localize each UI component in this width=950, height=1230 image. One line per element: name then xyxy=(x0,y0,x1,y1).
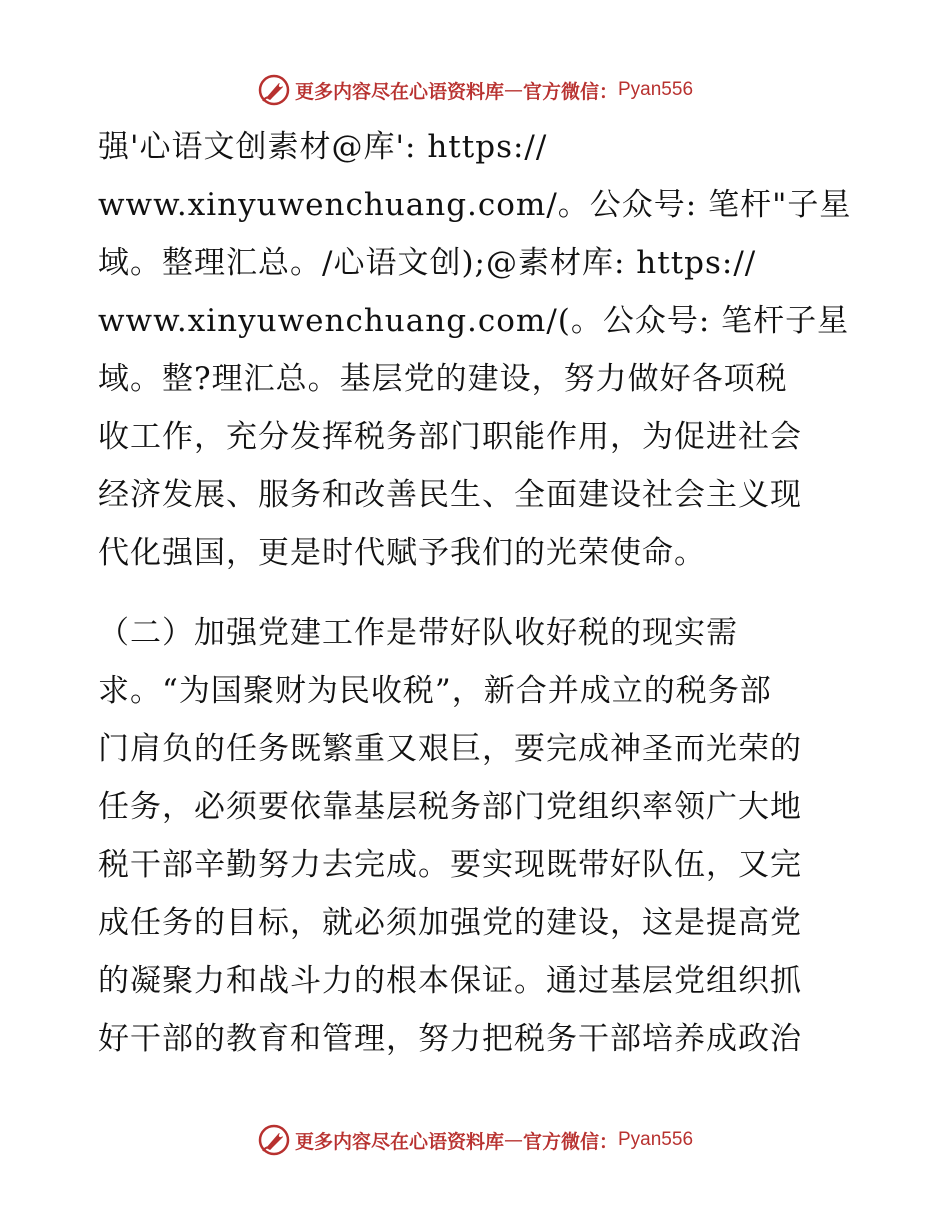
footer-watermark xyxy=(0,1120,950,1160)
text-line: 门肩负的任务既繁重又艰巨，要完成神圣而光荣的 xyxy=(98,731,802,767)
watermark-brand-text: 更多内容尽在心语资料库 xyxy=(294,1130,504,1153)
pen-nib-logo-icon xyxy=(257,1123,291,1157)
paragraph-2 xyxy=(98,604,858,1068)
text-line: www.xinyuwenchuang.com/。公众号: 笔杆"子星 xyxy=(98,187,852,223)
text-line: www.xinyuwenchuang.com/(。公众号: 笔杆子星 xyxy=(98,303,850,339)
text-line: 域。整理汇总。/心语文创);@素材库: https:// xyxy=(98,245,757,281)
text-line: 求。“为国聚财为民收税”，新合并成立的税务部 xyxy=(98,673,772,709)
paragraph-1 xyxy=(98,118,858,582)
document-body xyxy=(98,118,858,1068)
text-line: 强'心语文创素材@库': https:// xyxy=(98,129,548,165)
paragraph-gap xyxy=(98,582,858,604)
watermark-separator: — xyxy=(503,1129,523,1151)
text-line: 税干部辛勤努力去完成。要实现既带好队伍，又完 xyxy=(98,847,802,883)
watermark-contact-label: 官方微信： xyxy=(522,80,618,103)
header-watermark xyxy=(0,70,950,110)
text-line: 的凝聚力和战斗力的根本保证。通过基层党组织抓 xyxy=(98,963,802,999)
text-line: 域。整?理汇总。基层党的建设，努力做好各项税 xyxy=(98,361,788,397)
text-line: 收工作，充分发挥税务部门职能作用，为促进社会 xyxy=(98,419,802,455)
text-line: （二）加强党建工作是带好队收好税的现实需 xyxy=(98,615,738,651)
text-line: 经济发展、服务和改善民生、全面建设社会主义现 xyxy=(98,477,802,513)
watermark-separator: — xyxy=(503,79,523,101)
text-line: 代化强国，更是时代赋予我们的光荣使命。 xyxy=(98,535,706,571)
text-line: 好干部的教育和管理，努力把税务干部培养成政治 xyxy=(98,1021,802,1057)
watermark-contact-id: Pyan556 xyxy=(618,79,694,100)
text-line: 任务，必须要依靠基层税务部门党组织率领广大地 xyxy=(98,789,802,825)
text-line: 成任务的目标，就必须加强党的建设，这是提高党 xyxy=(98,905,802,941)
watermark-contact-label: 官方微信： xyxy=(522,1130,618,1153)
watermark-contact-id: Pyan556 xyxy=(618,1129,694,1150)
pen-nib-logo-icon xyxy=(257,73,291,107)
watermark-brand-text: 更多内容尽在心语资料库 xyxy=(294,80,504,103)
